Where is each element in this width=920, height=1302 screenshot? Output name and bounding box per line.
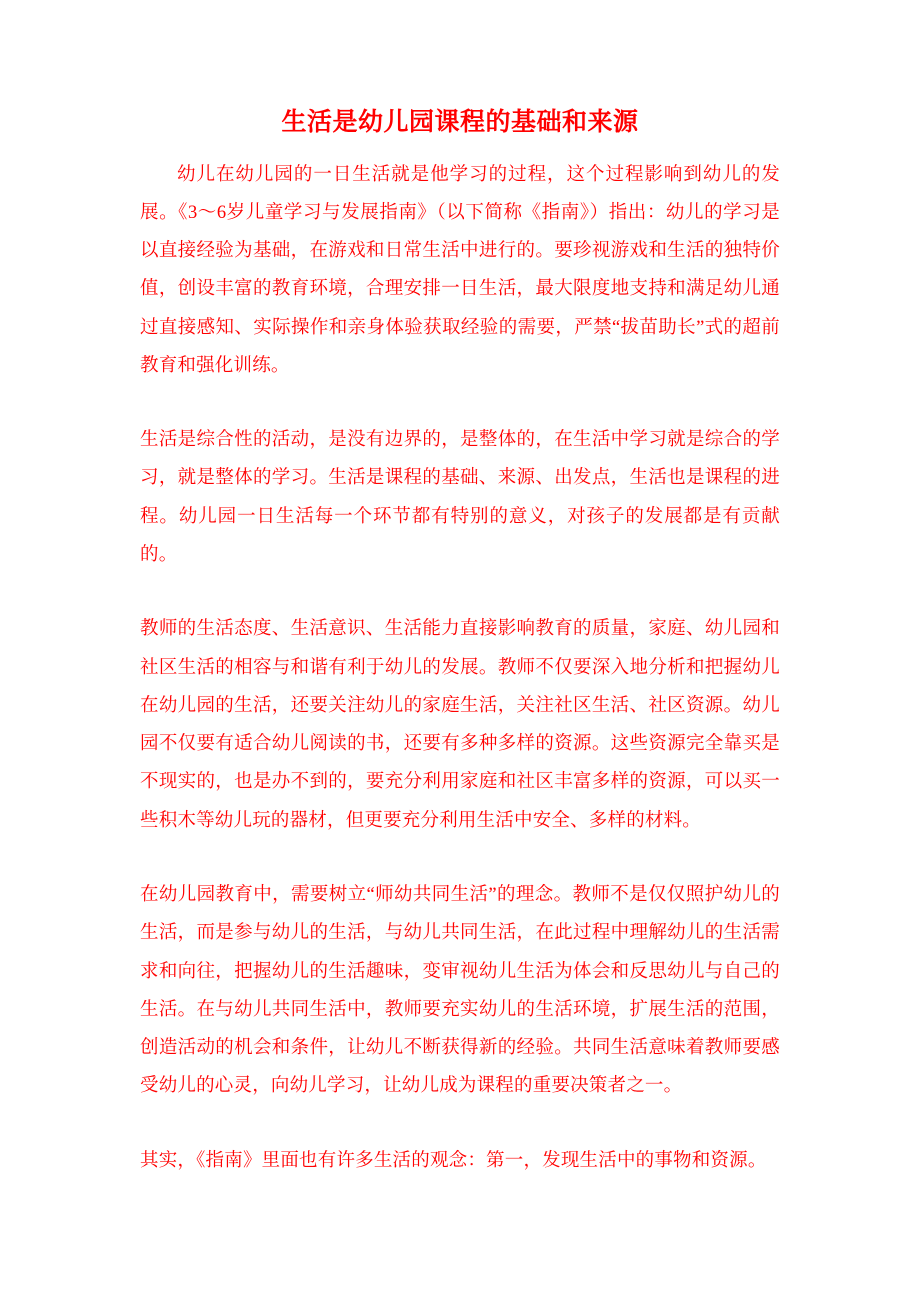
paragraph-spacer: [140, 1106, 780, 1142]
paragraph-spacer: [140, 385, 780, 421]
page-title: 生活是幼儿园课程的基础和来源: [281, 109, 639, 136]
paragraph-5: 其实，《指南》里面也有许多生活的观念：第一，发现生活中的事物和资源。: [140, 1150, 767, 1171]
paragraph-2: 生活是综合性的活动，是没有边界的，是整体的，在生活中学习就是综合的学习，就是整体的学习。生活是课程的基础、来源、出发点，生活也是课程的进程。幼儿园一日生活每一个环节都有特别的意义，对孩子的发展都是有贡献的。: [140, 430, 780, 566]
paragraph-3: 教师的生活态度、生活意识、生活能力直接影响教育的质量，家庭、幼儿园和社区生活的相容与和谐有利于幼儿的发展。教师不仅要深入地分析和把握幼儿在幼儿园的生活，还要关注幼儿的家庭生活，关注社区生活、社区资源。幼儿园不仅要有适合幼儿阅读的书，还要有多种多样的资源。这些资源完全靠买是不现实的，也是办不到的，要充分利用家庭和社区丰富多样的资源，可以买一些积木等幼儿玩的器材，但更要充分利用生活中安全、多样的材料。: [140, 619, 780, 831]
paragraph-spacer: [140, 840, 780, 876]
paragraph-spacer: [140, 574, 780, 610]
paragraph-1: 幼儿在幼儿园的一日生活就是他学习的过程，这个过程影响到幼儿的发展。《3～6岁儿童学习与发展指南》（以下简称《指南》）指出：幼儿的学习是以直接经验为基础，在游戏和日常生活中进行的。要珍视游戏和生活的独特价值，创设丰富的教育环境，合理安排一日生活，最大限度地支持和满足幼儿通过直接感知、实际操作和亲身体验获取经验的需要，严禁“拔苗助长”式的超前教育和强化训练。: [140, 164, 780, 376]
paragraph-4: 在幼儿园教育中，需要树立“师幼共同生活”的理念。教师不是仅仅照护幼儿的生活，而是参与幼儿的生活，与幼儿共同生活，在此过程中理解幼儿的生活需求和向往，把握幼儿的生活趣味，变审视幼儿生活为体会和反思幼儿与自己的生活。在与幼儿共同生活中，教师要充实幼儿的生活环境，扩展生活的范围，创造活动的机会和条件，让幼儿不断获得新的经验。共同生活意味着教师要感受幼儿的心灵，向幼儿学习，让幼儿成为课程的重要决策者之一。: [140, 885, 780, 1097]
